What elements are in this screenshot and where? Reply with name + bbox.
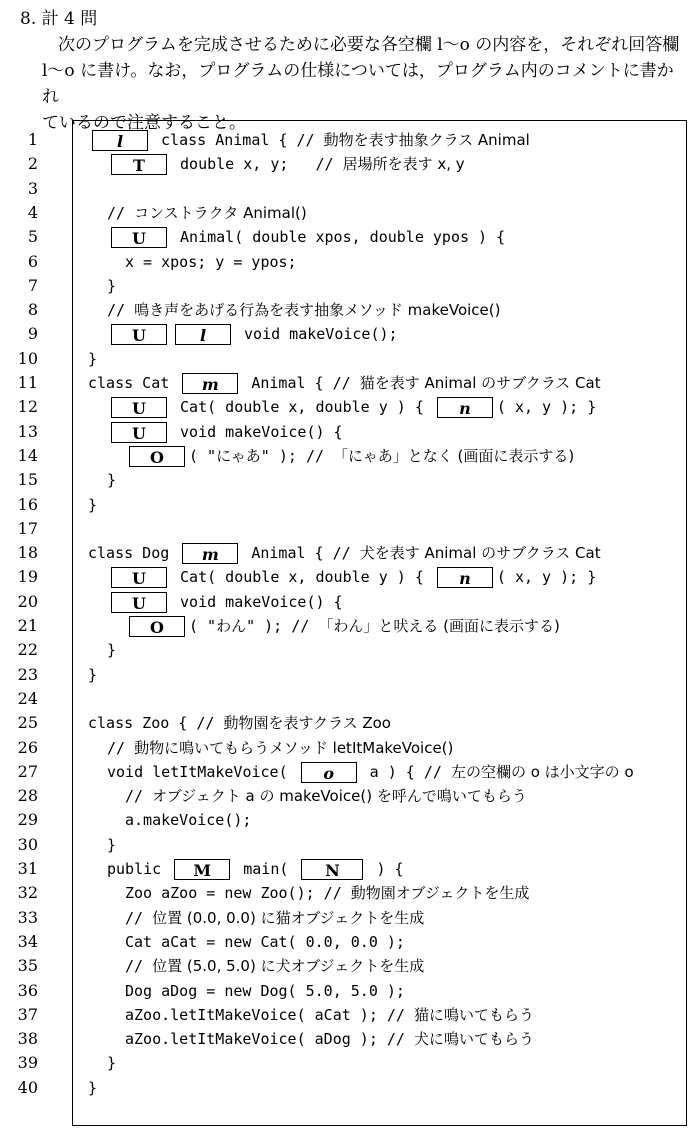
- code-line: [0, 468, 690, 492]
- question-header: [20, 6, 690, 136]
- code-fragment: aZoo.letItMakeVoice( aCat ); //: [125, 1005, 414, 1024]
- code-fragment: Animal { //: [242, 374, 360, 392]
- code-line: [0, 128, 690, 152]
- code-line: [0, 663, 690, 687]
- code-fragment: a ) { //: [360, 762, 451, 781]
- code-text: [107, 274, 116, 298]
- answer-blank-U[interactable]: U: [111, 324, 167, 345]
- code-fragment: ( "にゃあ" ); //: [189, 446, 334, 465]
- line-number: 2: [27, 154, 38, 174]
- answer-blank-U[interactable]: U: [111, 422, 167, 443]
- code-fragment: }: [107, 471, 117, 490]
- code-line: [0, 225, 690, 249]
- line-number: 6: [27, 251, 38, 271]
- code-fragment: void letItMakeVoice(: [107, 762, 297, 781]
- line-number: 13: [17, 421, 38, 441]
- code-line: [0, 1051, 690, 1075]
- code-fragment: //: [107, 301, 135, 320]
- code-comment: 動物園オブジェクトを生成: [350, 884, 530, 903]
- code-text: [107, 152, 465, 176]
- code-comment: 犬を表す Animal のサブクラス Cat: [359, 544, 601, 563]
- code-line: [0, 760, 690, 784]
- code-line: [0, 274, 690, 298]
- line-number: 19: [17, 567, 38, 587]
- code-fragment: public: [107, 860, 171, 878]
- code-line: [0, 954, 690, 978]
- line-number: 3: [27, 178, 38, 198]
- code-fragment: //: [125, 787, 153, 806]
- code-comment: コンストラクタ Animal(): [134, 203, 307, 222]
- code-text: [107, 833, 116, 857]
- line-number: 26: [17, 737, 38, 757]
- code-line: [0, 784, 690, 808]
- code-fragment: class Dog: [88, 544, 179, 563]
- line-number: 34: [17, 931, 38, 951]
- code-text: [125, 906, 424, 930]
- code-text: [107, 1051, 116, 1075]
- code-fragment: //: [125, 908, 153, 927]
- code-fragment: //: [107, 203, 135, 222]
- code-text: [107, 760, 634, 784]
- line-number: 20: [17, 591, 38, 611]
- line-number: 23: [17, 664, 38, 684]
- code-fragment: class Animal { //: [152, 131, 324, 149]
- line-number: 8: [27, 300, 38, 320]
- line-number: 31: [17, 859, 38, 878]
- code-line: [0, 444, 690, 468]
- code-fragment: }: [88, 665, 98, 684]
- code-text: [125, 444, 574, 468]
- code-line: [0, 395, 690, 419]
- line-number: 35: [17, 956, 38, 976]
- code-fragment: ) {: [367, 860, 404, 878]
- code-line: [0, 177, 690, 201]
- line-number: 16: [17, 494, 38, 514]
- answer-blank-U[interactable]: U: [111, 567, 167, 588]
- code-fragment: ( "わん" ); //: [189, 617, 319, 635]
- code-text: [107, 395, 596, 419]
- code-text: [125, 1027, 534, 1051]
- code-fragment: Dog aDog = new Dog( 5.0, 5.0 );: [125, 981, 405, 1000]
- code-text: [107, 420, 343, 444]
- code-text: [107, 736, 453, 760]
- line-number: 14: [17, 445, 38, 465]
- answer-blank-U[interactable]: U: [111, 227, 167, 248]
- code-fragment: a.makeVoice();: [125, 811, 252, 830]
- code-comment: オブジェクト a の makeVoice() を呼んで鳴いてもらう: [152, 787, 527, 806]
- code-line: [0, 371, 690, 395]
- code-line: [0, 736, 690, 760]
- code-line: [0, 857, 690, 881]
- code-comment: 動物園を表すクラス Zoo: [223, 714, 391, 733]
- code-fragment: class Zoo { //: [88, 714, 224, 733]
- code-line: [0, 347, 690, 371]
- answer-blank-O[interactable]: O: [129, 446, 185, 467]
- code-comment: 位置 (0.0, 0.0) に猫オブジェクトを生成: [152, 908, 425, 927]
- line-number: 10: [17, 348, 38, 368]
- code-fragment: //: [107, 738, 135, 757]
- code-text: [88, 663, 97, 687]
- code-fragment: double x, y; //: [171, 155, 343, 174]
- code-line: [0, 1076, 690, 1100]
- code-comment: 猫に鳴いてもらう: [413, 1005, 534, 1024]
- line-number: 38: [17, 1029, 38, 1049]
- code-fragment: Animal { //: [242, 544, 360, 563]
- code-fragment: }: [107, 1054, 117, 1073]
- line-number: 5: [27, 227, 38, 247]
- code-line: [0, 930, 690, 954]
- answer-blank-m[interactable]: m: [182, 543, 238, 564]
- code-comment: 左の空欄の o は小文字の o: [450, 762, 634, 781]
- code-comment: 鳴き声をあげる行為を表す抽象メソッド makeVoice(): [134, 301, 501, 320]
- line-number: 32: [17, 883, 38, 903]
- line-number: 30: [17, 834, 38, 854]
- code-fragment: void makeVoice() {: [171, 592, 343, 611]
- code-text: [125, 1003, 534, 1027]
- line-number: 15: [17, 470, 38, 490]
- code-fragment: }: [107, 641, 117, 660]
- question-title: 8. 計 4 問: [20, 9, 98, 29]
- code-line: [0, 322, 690, 346]
- line-number: 1: [27, 130, 38, 149]
- code-fragment: class Cat: [88, 374, 179, 392]
- code-text: [125, 881, 529, 905]
- code-line: [0, 1003, 690, 1027]
- code-text: [125, 979, 405, 1003]
- answer-blank-m[interactable]: m: [182, 373, 238, 394]
- code-fragment: x = xpos; y = ypos;: [125, 252, 297, 271]
- code-text: [107, 225, 505, 249]
- code-text: [107, 298, 500, 322]
- line-number: 17: [17, 518, 38, 538]
- code-comment: 「にゃあ」となく (画面に表示する): [333, 446, 575, 465]
- answer-blank-l[interactable]: l: [175, 324, 231, 345]
- code-text: [107, 590, 343, 614]
- question-text-line-2: l〜o に書け。なお，プログラムの仕様については，プログラム内のコメントに書かれ: [42, 61, 674, 107]
- code-text: [125, 250, 297, 274]
- code-text: [107, 468, 116, 492]
- code-text: [88, 347, 97, 371]
- code-fragment: //: [125, 957, 153, 976]
- code-text: [107, 638, 116, 662]
- answer-blank-T[interactable]: T: [111, 154, 167, 175]
- code-text: [88, 541, 601, 565]
- code-comment: 居場所を表す x, y: [342, 155, 465, 174]
- line-number: 24: [17, 688, 38, 708]
- code-line: [0, 201, 690, 225]
- answer-blank-l[interactable]: l: [92, 130, 148, 151]
- code-line: [0, 614, 690, 638]
- code-comment: 犬に鳴いてもらう: [413, 1030, 534, 1049]
- code-text: [125, 954, 424, 978]
- code-fragment: }: [88, 1078, 98, 1097]
- answer-blank-N[interactable]: N: [301, 859, 363, 880]
- code-text: [125, 930, 405, 954]
- answer-blank-U[interactable]: U: [111, 397, 167, 418]
- code-line: [0, 590, 690, 614]
- code-text: [88, 493, 97, 517]
- code-fragment: }: [107, 835, 117, 854]
- code-text: [107, 201, 307, 225]
- code-text: [107, 565, 596, 589]
- line-number: 9: [27, 324, 38, 344]
- code-comment: 位置 (5.0, 5.0) に犬オブジェクトを生成: [152, 957, 425, 976]
- code-comment: 猫を表す Animal のサブクラス Cat: [359, 374, 601, 392]
- code-fragment: Cat( double x, double y ) {: [171, 398, 433, 417]
- line-number: 37: [17, 1004, 38, 1024]
- code-line: [0, 833, 690, 857]
- code-fragment: ( x, y ); }: [496, 398, 597, 417]
- code-text: [88, 371, 601, 395]
- question-text-line-3: ているので注意すること。: [42, 113, 246, 133]
- answer-blank-o[interactable]: o: [301, 762, 357, 783]
- code-line: [0, 808, 690, 832]
- line-number: 36: [17, 980, 38, 1000]
- code-line: [0, 638, 690, 662]
- code-comment: 「わん」と吠える (画面に表示する): [318, 617, 560, 635]
- code-fragment: aZoo.letItMakeVoice( aDog ); //: [125, 1030, 414, 1049]
- code-line: [0, 298, 690, 322]
- code-line: [0, 881, 690, 905]
- code-line: [0, 250, 690, 274]
- line-number: 29: [17, 810, 38, 830]
- answer-blank-M[interactable]: M: [174, 859, 230, 880]
- code-fragment: Cat aCat = new Cat( 0.0, 0.0 );: [125, 932, 405, 951]
- line-number: 4: [27, 202, 38, 222]
- code-line: [0, 420, 690, 444]
- code-text: [125, 614, 560, 638]
- code-line: [0, 541, 690, 565]
- answer-blank-O[interactable]: O: [129, 616, 185, 637]
- line-number: 12: [17, 397, 38, 417]
- line-number: 21: [17, 616, 38, 635]
- line-number: 25: [17, 713, 38, 733]
- code-fragment: Animal( double xpos, double ypos ) {: [171, 228, 506, 247]
- line-number: 27: [17, 761, 38, 781]
- code-text: [107, 322, 398, 346]
- question-text-line-1: 次のプログラムを完成させるために必要な各空欄 l〜o の内容を，それぞれ回答欄: [58, 35, 680, 55]
- code-text: [125, 784, 527, 808]
- code-fragment: }: [88, 349, 98, 368]
- code-text: [125, 808, 251, 832]
- code-text: [88, 711, 391, 735]
- line-number: 11: [17, 373, 38, 392]
- code-line: [0, 152, 690, 176]
- code-line: [0, 1027, 690, 1051]
- code-fragment: ( x, y ); }: [496, 568, 597, 587]
- answer-blank-n[interactable]: n: [437, 567, 493, 588]
- code-line: [0, 687, 690, 711]
- answer-blank-U[interactable]: U: [111, 592, 167, 613]
- code-fragment: Zoo aZoo = new Zoo(); //: [125, 884, 351, 903]
- code-line: [0, 565, 690, 589]
- code-comment: 動物を表す抽象クラス Animal: [323, 131, 530, 149]
- code-comment: 動物に鳴いてもらうメソッド letItMakeVoice(): [134, 738, 454, 757]
- answer-blank-n[interactable]: n: [437, 397, 493, 418]
- code-fragment: }: [88, 495, 98, 514]
- code-text: [107, 857, 404, 881]
- code-fragment: }: [107, 276, 117, 295]
- line-number: 22: [17, 640, 38, 660]
- code-line: [0, 711, 690, 735]
- line-number: 39: [17, 1053, 38, 1073]
- code-text: [88, 1076, 97, 1100]
- code-line: [0, 493, 690, 517]
- line-number: 18: [17, 543, 38, 563]
- line-number: 28: [17, 786, 38, 806]
- code-text: [88, 128, 530, 152]
- code-fragment: void makeVoice() {: [171, 422, 343, 441]
- line-number: 7: [27, 275, 38, 295]
- code-fragment: Cat( double x, double y ) {: [171, 568, 433, 587]
- line-number: 33: [17, 907, 38, 927]
- code-line: [0, 979, 690, 1003]
- code-fragment: main(: [234, 860, 298, 878]
- code-line: [0, 517, 690, 541]
- line-number: 40: [17, 1077, 38, 1097]
- code-line: [0, 906, 690, 930]
- code-fragment: void makeVoice();: [235, 325, 398, 344]
